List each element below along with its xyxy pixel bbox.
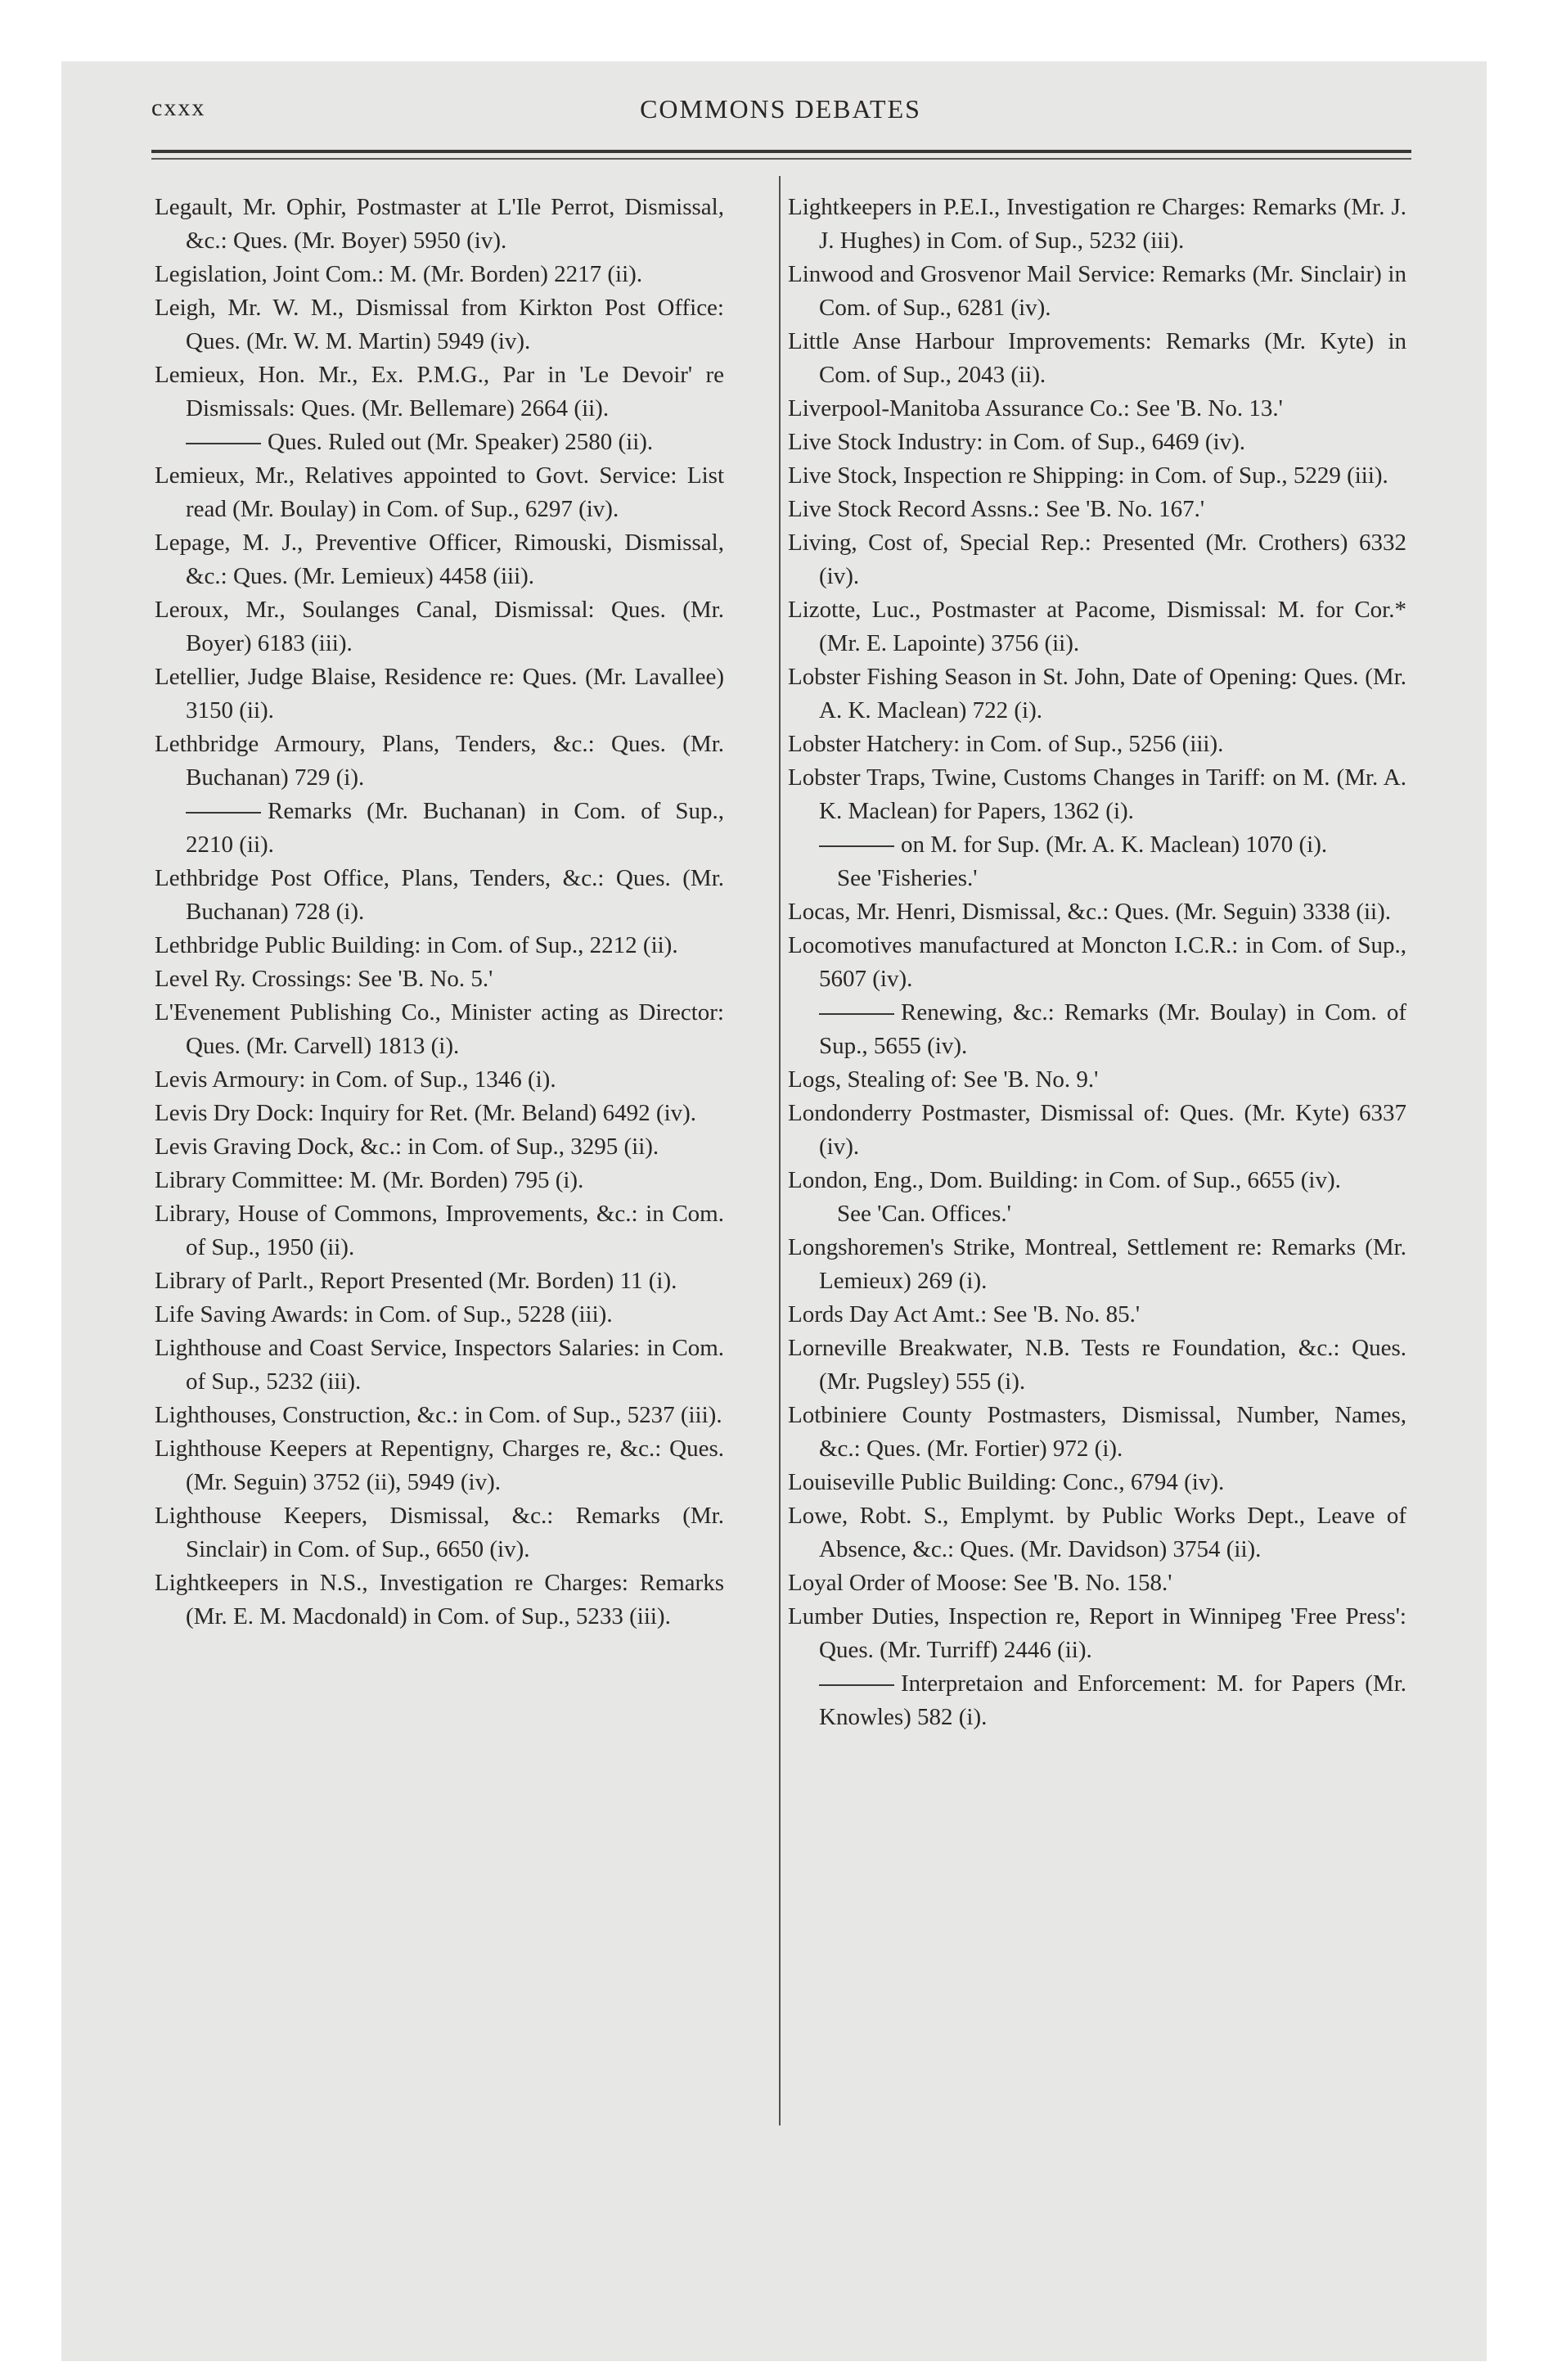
scanned-page: [61, 61, 1487, 2361]
index-entry: Living, Cost of, Special Rep.: Presented (Mr. Crothers) 6332 (iv).: [788, 530, 1406, 589]
index-entry: London, Eng., Dom. Building: in Com. of Sup., 6655 (iv).: [788, 1167, 1341, 1193]
index-entry: Live Stock Record Assns.: See 'B. No. 167.': [788, 496, 1205, 522]
index-entry: Legislation, Joint Com.: M. (Mr. Borden) 2217 (ii).: [155, 261, 643, 287]
index-entry: Life Saving Awards: in Com. of Sup., 5228 (iii).: [155, 1301, 613, 1327]
index-entry: Linwood and Grosvenor Mail Service: Remarks (Mr. Sinclair) in Com. of Sup., 6281 (iv).: [788, 261, 1406, 321]
index-subentry-text: on M. for Sup. (Mr. A. K. Maclean) 1070 (i).: [901, 832, 1328, 858]
index-entry: Lepage, M. J., Preventive Officer, Rimouski, Dismissal, &c.: Ques. (Mr. Lemieux) 4458 (iii).: [155, 530, 724, 589]
index-entry: Library, House of Commons, Improvements, &c.: in Com. of Sup., 1950 (ii).: [155, 1201, 724, 1260]
page-header: [151, 94, 1410, 135]
index-entry: Lemieux, Hon. Mr., Ex. P.M.G., Par in 'Le Devoir' re Dismissals: Ques. (Mr. Bellemare) 2664 (ii).: [155, 362, 724, 421]
index-entry: L'Evenement Publishing Co., Minister acting as Director: Ques. (Mr. Carvell) 1813 (i).: [155, 999, 724, 1059]
index-subentry-text: Remarks (Mr. Buchanan) in Com. of Sup., 2210 (ii).: [186, 798, 724, 858]
index-entry: Level Ry. Crossings: See 'B. No. 5.': [155, 966, 493, 992]
index-entry: Legault, Mr. Ophir, Postmaster at L'Ile Perrot, Dismissal, &c.: Ques. (Mr. Boyer) 5950 (iv).: [155, 194, 724, 254]
index-entry: Live Stock, Inspection re Shipping: in Com. of Sup., 5229 (iii).: [788, 462, 1388, 489]
ditto-dash: [819, 845, 894, 847]
index-entry: Little Anse Harbour Improvements: Remarks (Mr. Kyte) in Com. of Sup., 2043 (ii).: [788, 328, 1406, 388]
index-entry: Lightkeepers in P.E.I., Investigation re Charges: Remarks (Mr. J. J. Hughes) in Com. of Sup., 5232 (iii).: [788, 194, 1406, 254]
right-index-column: [788, 191, 1406, 1734]
ditto-dash: [186, 443, 261, 444]
index-entry: Lighthouses, Construction, &c.: in Com. of Sup., 5237 (iii).: [155, 1402, 722, 1428]
index-entry: Lords Day Act Amt.: See 'B. No. 85.': [788, 1301, 1141, 1327]
index-entry: Lorneville Breakwater, N.B. Tests re Foundation, &c.: Ques. (Mr. Pugsley) 555 (i).: [788, 1335, 1406, 1395]
index-entry: Leigh, Mr. W. M., Dismissal from Kirkton Post Office: Ques. (Mr. W. M. Martin) 5949 (iv).: [155, 295, 724, 354]
index-subentry: [788, 828, 1406, 862]
index-subentry-text: Renewing, &c.: Remarks (Mr. Boulay) in Com. of Sup., 5655 (iv).: [819, 999, 1406, 1059]
index-entry: Library of Parlt., Report Presented (Mr. Borden) 11 (i).: [155, 1268, 677, 1294]
index-entry: Lightkeepers in N.S., Investigation re Charges: Remarks (Mr. E. M. Macdonald) in Com. of Sup., 5233 (iii).: [155, 1570, 724, 1629]
index-entry: Lighthouse and Coast Service, Inspectors Salaries: in Com. of Sup., 5232 (iii).: [155, 1335, 724, 1395]
index-entry: Leroux, Mr., Soulanges Canal, Dismissal: Ques. (Mr. Boyer) 6183 (iii).: [155, 597, 724, 656]
index-entry: Longshoremen's Strike, Montreal, Settlement re: Remarks (Mr. Lemieux) 269 (i).: [788, 1234, 1406, 1294]
index-entry: Louiseville Public Building: Conc., 6794 (iv).: [788, 1469, 1225, 1495]
index-entry: Lobster Hatchery: in Com. of Sup., 5256 (iii).: [788, 731, 1224, 757]
index-subentry: [155, 795, 724, 862]
index-entry: Levis Armoury: in Com. of Sup., 1346 (i).: [155, 1066, 556, 1093]
index-entry: Liverpool-Manitoba Assurance Co.: See 'B. No. 13.': [788, 395, 1283, 421]
index-entry: Londonderry Postmaster, Dismissal of: Ques. (Mr. Kyte) 6337 (iv).: [788, 1100, 1406, 1160]
header-rule-thick: [151, 150, 1411, 153]
index-entry: Lobster Traps, Twine, Customs Changes in Tariff: on M. (Mr. A. K. Maclean) for Papers, 1362 (i).: [788, 764, 1406, 824]
index-see-reference: See 'Fisheries.': [837, 865, 978, 891]
index-entry: Locomotives manufactured at Moncton I.C.R.: in Com. of Sup., 5607 (iv).: [788, 932, 1406, 992]
index-entry: Lethbridge Public Building: in Com. of Sup., 2212 (ii).: [155, 932, 678, 958]
ditto-dash: [819, 1013, 894, 1015]
index-entry: Levis Graving Dock, &c.: in Com. of Sup., 3295 (ii).: [155, 1134, 659, 1160]
index-entry: Lobster Fishing Season in St. John, Date of Opening: Ques. (Mr. A. K. Maclean) 722 (i).: [788, 664, 1406, 723]
index-subentry: [788, 996, 1406, 1063]
index-subentry-text: Interpretaion and Enforcement: M. for Papers (Mr. Knowles) 582 (i).: [819, 1670, 1406, 1730]
index-entry: Locas, Mr. Henri, Dismissal, &c.: Ques. (Mr. Seguin) 3338 (ii).: [788, 899, 1391, 925]
page-number: cxxx: [151, 94, 206, 121]
index-entry: Live Stock Industry: in Com. of Sup., 6469 (iv).: [788, 429, 1246, 455]
index-entry: Lethbridge Post Office, Plans, Tenders, &c.: Ques. (Mr. Buchanan) 728 (i).: [155, 865, 724, 925]
index-entry: Loyal Order of Moose: See 'B. No. 158.': [788, 1570, 1172, 1596]
index-entry: Lowe, Robt. S., Emplymt. by Public Works Dept., Leave of Absence, &c.: Ques. (Mr. Davidson) 3754 (ii).: [788, 1503, 1406, 1562]
index-entry: Letellier, Judge Blaise, Residence re: Ques. (Mr. Lavallee) 3150 (ii).: [155, 664, 724, 723]
running-head-title: COMMONS DEBATES: [640, 94, 921, 124]
index-entry: Lemieux, Mr., Relatives appointed to Govt. Service: List read (Mr. Boulay) in Com. of Sup., 6297 (iv).: [155, 462, 724, 522]
column-divider: [779, 176, 781, 2125]
ditto-dash: [819, 1684, 894, 1686]
index-entry: Lighthouse Keepers at Repentigny, Charges re, &c.: Ques. (Mr. Seguin) 3752 (ii), 5949 (iv).: [155, 1436, 724, 1495]
index-entry: Library Committee: M. (Mr. Borden) 795 (i).: [155, 1167, 584, 1193]
index-see-reference: See 'Can. Offices.': [837, 1201, 1011, 1227]
index-subentry-text: Ques. Ruled out (Mr. Speaker) 2580 (ii).: [268, 429, 654, 455]
left-index-column: [155, 191, 724, 1634]
index-entry: Logs, Stealing of: See 'B. No. 9.': [788, 1066, 1099, 1093]
header-rule-thin: [151, 158, 1411, 160]
index-entry: Levis Dry Dock: Inquiry for Ret. (Mr. Beland) 6492 (iv).: [155, 1100, 697, 1126]
index-entry: Lighthouse Keepers, Dismissal, &c.: Remarks (Mr. Sinclair) in Com. of Sup., 6650 (iv).: [155, 1503, 724, 1562]
ditto-dash: [186, 812, 261, 814]
index-subentry: [155, 426, 724, 459]
index-entry: Lizotte, Luc., Postmaster at Pacome, Dismissal: M. for Cor.* (Mr. E. Lapointe) 3756 (ii).: [788, 597, 1406, 656]
index-subentry: [788, 1667, 1406, 1734]
index-entry: Lumber Duties, Inspection re, Report in Winnipeg 'Free Press': Ques. (Mr. Turriff) 2446 (ii).: [788, 1603, 1406, 1663]
index-entry: Lethbridge Armoury, Plans, Tenders, &c.: Ques. (Mr. Buchanan) 729 (i).: [155, 731, 724, 791]
index-entry: Lotbiniere County Postmasters, Dismissal, Number, Names, &c.: Ques. (Mr. Fortier) 972 (i).: [788, 1402, 1406, 1462]
